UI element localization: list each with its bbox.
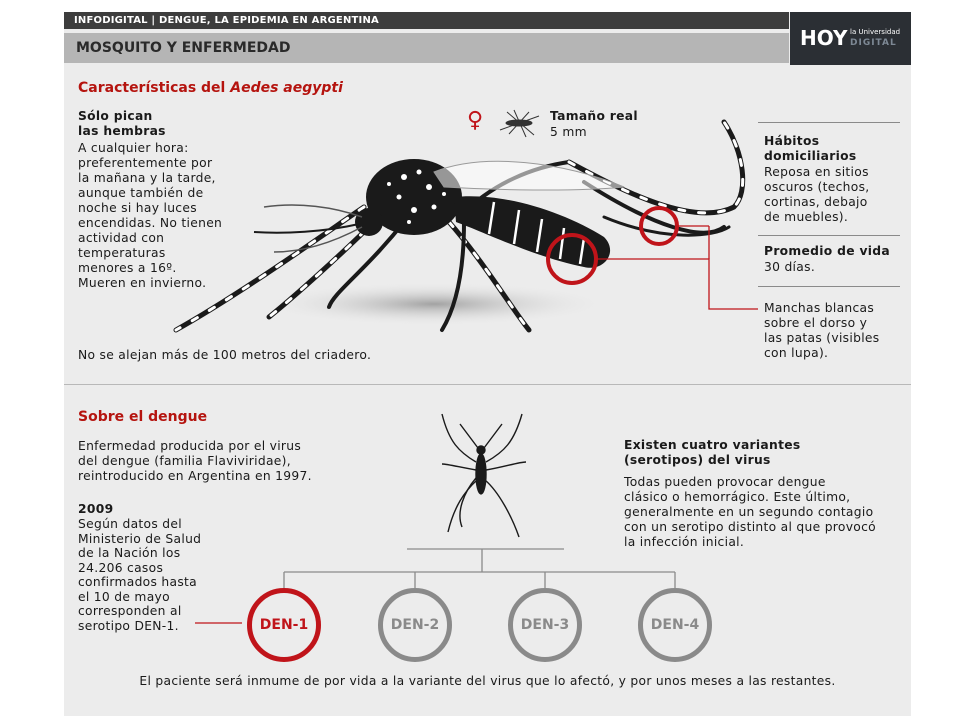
serotype-den2: DEN-2 [378, 588, 452, 662]
dengue-intro: Enfermedad producida por el virus del dengue (familia Flaviviridae), reintroducido en Argentina en 1997. [78, 439, 312, 483]
criadero-text: No se alejan más de 100 metros del criadero. [78, 348, 372, 362]
habitos-text: Reposa en sitios oscuros (techos, cortinas, debajo de muebles). [764, 165, 870, 224]
mosquito-illustration [176, 122, 743, 330]
hembras-text: A cualquier hora: preferentemente por la mañana y la tarde, aunque también de noche si hay luces encendidas. No tienen actividad con temperaturas menores a 16º. Mueren en invierno. [78, 141, 223, 290]
infographic-panel [64, 12, 911, 716]
divider [758, 286, 900, 287]
year-label: 2009 [78, 502, 114, 516]
divider [758, 235, 900, 236]
caracteristicas-title: Características del Aedes aegypti [78, 80, 343, 96]
dengue-title: Sobre el dengue [78, 409, 208, 425]
footer-note: El paciente será inmume de por vida a la variante del virus que lo afectó, y por unos meses a las restantes. [139, 674, 836, 688]
promedio-heading: Promedio de vida [764, 244, 890, 258]
tamano-label: Tamaño real [550, 109, 638, 123]
section-divider [64, 384, 911, 385]
variantes-text: Todas pueden provocar dengue clásico o hemorrágico. Este último, generalmente en un segundo contagio con un serotipo distinto al que provocó la infección inicial. [624, 475, 876, 549]
logo-line2: DIGITAL [850, 38, 897, 48]
variantes-heading: Existen cuatro variantes (serotipos) del virus [624, 438, 801, 467]
serotype-den3: DEN-3 [508, 588, 582, 662]
serotype-den1: DEN-1 [247, 588, 321, 662]
promedio-value: 30 días. [764, 260, 816, 274]
logo-line1: la Universidad [850, 28, 901, 36]
section-title: MOSQUITO Y ENFERMEDAD [64, 33, 789, 63]
serotype-den4: DEN-4 [638, 588, 712, 662]
breadcrumb: INFODIGITAL | DENGUE, LA EPIDEMIA EN ARGENTINA [64, 12, 789, 29]
habitos-heading: Hábitos domiciliarios [764, 134, 857, 163]
serotype-tree [284, 549, 675, 590]
manchas-text: Manchas blancas sobre el dorso y las patas (visibles con lupa). [764, 301, 880, 360]
mosquito-small-icon [500, 110, 539, 137]
logo-main: HOY [800, 26, 848, 50]
mosquito-topview-icon [442, 414, 526, 537]
tamano-value: 5 mm [550, 125, 587, 139]
year-text: Según datos del Ministerio de Salud de la Nación los 24.206 casos confirmados hasta el 10 de mayo corresponden al serotipo DEN-1. [78, 517, 202, 633]
divider [758, 122, 900, 123]
hembras-heading: Sólo pican las hembras [78, 109, 166, 138]
female-symbol-icon: ♀ [467, 108, 484, 133]
